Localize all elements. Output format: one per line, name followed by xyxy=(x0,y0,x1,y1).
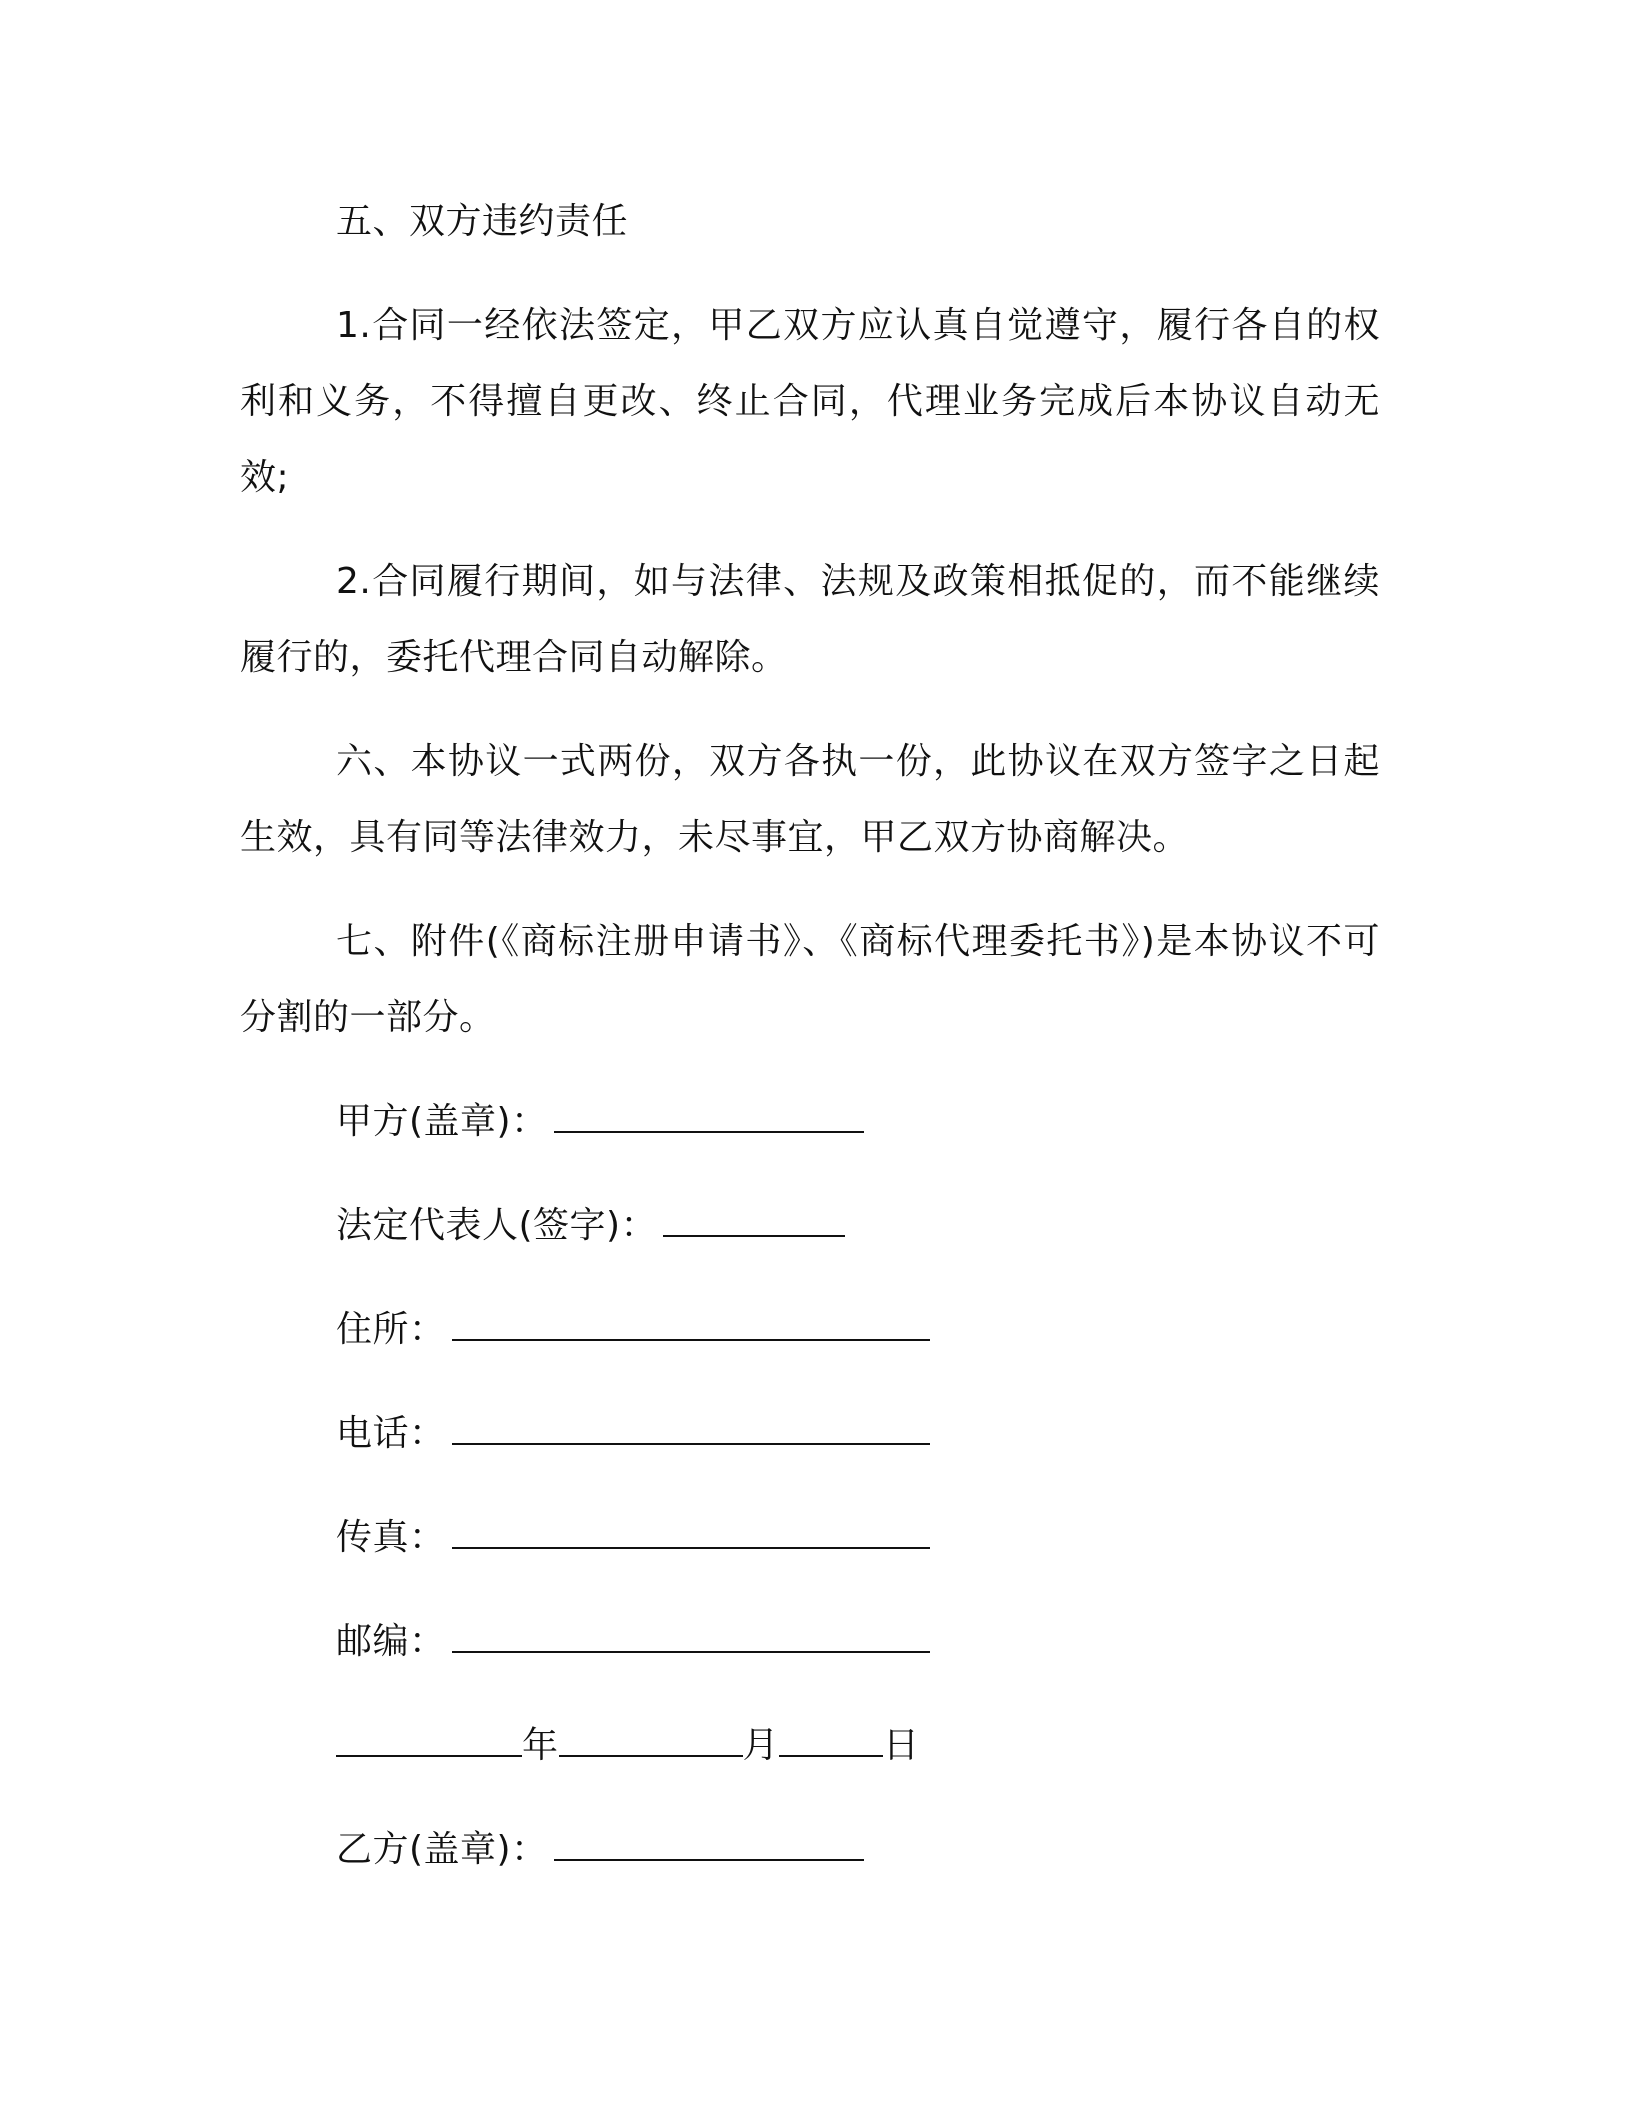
spacer xyxy=(240,1472,1380,1500)
spacer xyxy=(240,696,1380,724)
month-blank[interactable] xyxy=(559,1711,743,1757)
spacer xyxy=(240,1368,1380,1396)
day-label: 日 xyxy=(883,1725,920,1766)
party-b-label: 乙方(盖章)： xyxy=(336,1829,548,1870)
spacer xyxy=(240,1160,1380,1188)
spacer xyxy=(240,1576,1380,1604)
postcode-label: 邮编： xyxy=(336,1621,446,1662)
phone-blank[interactable] xyxy=(452,1399,930,1445)
fax-label: 传真： xyxy=(336,1517,446,1558)
party-b-blank[interactable] xyxy=(554,1815,864,1861)
legal-rep-label: 法定代表人(签字)： xyxy=(336,1205,658,1246)
date-line xyxy=(240,1708,1380,1784)
section-5-item-1: 1.合同一经依法签定，甲乙双方应认真自觉遵守，履行各自的权利和义务，不得擅自更改、终止合同，代理业务完成后本协议自动无效; xyxy=(240,305,1380,498)
fax-blank[interactable] xyxy=(452,1503,930,1549)
postcode-blank[interactable] xyxy=(452,1607,930,1653)
day-blank[interactable] xyxy=(779,1711,883,1757)
party-a-signature-line xyxy=(240,1084,1380,1160)
party-a-label: 甲方(盖章)： xyxy=(336,1101,548,1142)
month-label: 月 xyxy=(742,1725,780,1766)
legal-rep-blank[interactable] xyxy=(663,1191,845,1237)
phone-line xyxy=(240,1396,1380,1472)
address-blank[interactable] xyxy=(452,1295,930,1341)
section-6-paragraph: 六、本协议一式两份，双方各执一份，此协议在双方签字之日起生效，具有同等法律效力，未尽事宜，甲乙双方协商解决。 xyxy=(240,741,1380,858)
party-b-signature-line xyxy=(240,1812,1380,1888)
spacer xyxy=(240,876,1380,904)
spacer xyxy=(240,1056,1380,1084)
address-label: 住所： xyxy=(336,1309,446,1350)
spacer xyxy=(240,1784,1380,1812)
section-7-paragraph: 七、附件(《商标注册申请书》、《商标代理委托书》)是本协议不可分割的一部分。 xyxy=(240,921,1380,1038)
phone-label: 电话： xyxy=(336,1413,446,1454)
fax-line xyxy=(240,1500,1380,1576)
spacer xyxy=(240,260,1380,288)
legal-rep-signature-line xyxy=(240,1188,1380,1264)
address-line xyxy=(240,1292,1380,1368)
party-a-blank[interactable] xyxy=(554,1087,864,1133)
postcode-line xyxy=(240,1604,1380,1680)
year-blank[interactable] xyxy=(336,1711,522,1757)
year-label: 年 xyxy=(522,1725,559,1766)
spacer xyxy=(240,1264,1380,1292)
document-body xyxy=(240,184,1380,1888)
spacer xyxy=(240,516,1380,544)
spacer xyxy=(240,1680,1380,1708)
section-5-item-2: 2.合同履行期间，如与法律、法规及政策相抵促的，而不能继续履行的，委托代理合同自动解除。 xyxy=(240,561,1380,678)
section-5-title: 五、双方违约责任 xyxy=(336,201,629,242)
